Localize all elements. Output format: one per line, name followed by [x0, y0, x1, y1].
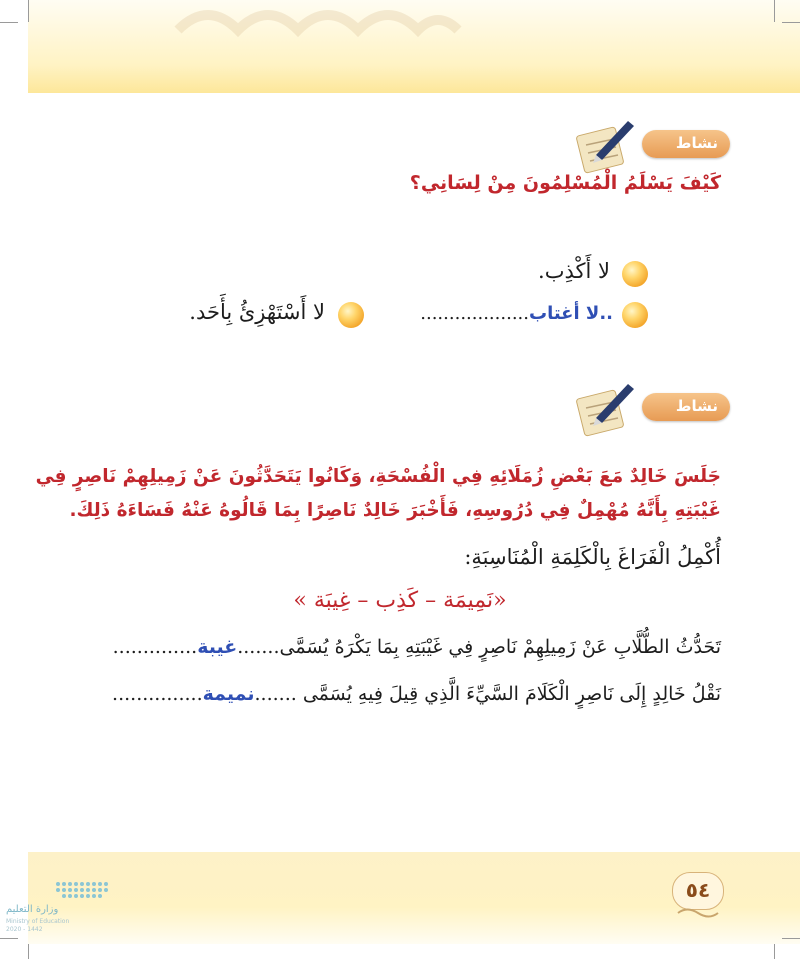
edition-year: 2020 - 1442: [6, 926, 43, 933]
top-header-band: [28, 0, 800, 93]
crop-mark: [0, 22, 18, 23]
ministry-logo-icon: [54, 878, 110, 902]
bullet-icon: [338, 302, 364, 328]
crop-mark: [782, 22, 800, 23]
answer-text: ..لا أغتاب: [528, 303, 613, 324]
answer-text: نميمة: [202, 683, 255, 705]
crop-mark: [782, 938, 800, 939]
crop-mark: [28, 0, 29, 22]
word-choices: «نَمِيمَة – كَذِب – غِيبَة »: [293, 588, 507, 613]
fill-sentence: [112, 683, 721, 705]
blank-dots: ...............: [112, 683, 203, 705]
page-number: ٥٤: [672, 872, 724, 910]
story-paragraph-line: جَلَسَ خَالِدٌ مَعَ بَعْضِ زُمَلَائِهِ فِي الْفُسْحَةِ، وَكَانُوا يَتَحَدَّثُونَ عَنْ زَمِيلِهِمْ نَاصِرٍ فِي: [35, 466, 721, 487]
activity-question: كَيْفَ يَسْلَمُ الْمُسْلِمُونَ مِنْ لِسَانِي؟: [409, 172, 721, 194]
instruction-text: أُكْمِلُ الْفَرَاغَ بِالْكَلِمَةِ الْمُنَاسِبَةِ:: [464, 545, 721, 569]
item-text: لا أَسْتَهْزِئُ بِأَحَد.: [189, 300, 325, 324]
answer-line: [420, 303, 613, 324]
bullet-icon: [622, 261, 648, 287]
sentence-text: تَحَدُّثُ الطُّلَّابِ عَنْ زَمِيلِهِمْ نَاصِرٍ فِي غَيْبَتِهِ بِمَا يَكْرَهُ يُسَمَّى.......: [237, 636, 721, 658]
item-text: لا أَكْذِب.: [538, 259, 610, 283]
notepad-pen-icon: [576, 115, 646, 175]
activity-badge: نشاط: [570, 378, 730, 438]
ornament-decoration: [168, 0, 468, 38]
ministry-name-en: Ministry of Education: [6, 918, 70, 925]
fill-sentence: [113, 636, 721, 658]
crop-mark: [0, 938, 18, 939]
notepad-pen-icon: [576, 378, 646, 438]
sentence-text: نَقْلُ خَالِدٍ إِلَى نَاصِرٍ الْكَلَامَ السَّيِّءَ الَّذِي قِيلَ فِيهِ يُسَمَّى .......: [254, 683, 721, 705]
crop-mark: [774, 0, 775, 22]
crop-mark: [774, 944, 775, 959]
answer-text: غيبة: [197, 636, 238, 658]
ministry-logo: [0, 878, 110, 938]
ornament-icon: [676, 906, 720, 920]
blank-dots: ..............: [112, 636, 198, 658]
activity-badge: نشاط: [570, 115, 730, 175]
ministry-name-ar: وزارة التعليم: [6, 904, 59, 915]
story-paragraph-line: غَيْبَتِهِ بِأَنَّهُ مُهْمِلٌ فِي دُرُوسِهِ، فَأَخْبَرَ خَالِدٌ نَاصِرًا بِمَا قَالُوهُ عَنْهُ فَسَاءَهُ ذَلِكَ.: [69, 500, 721, 521]
blank-dots: ...................: [420, 303, 529, 324]
bullet-icon: [622, 302, 648, 328]
crop-mark: [28, 944, 29, 959]
